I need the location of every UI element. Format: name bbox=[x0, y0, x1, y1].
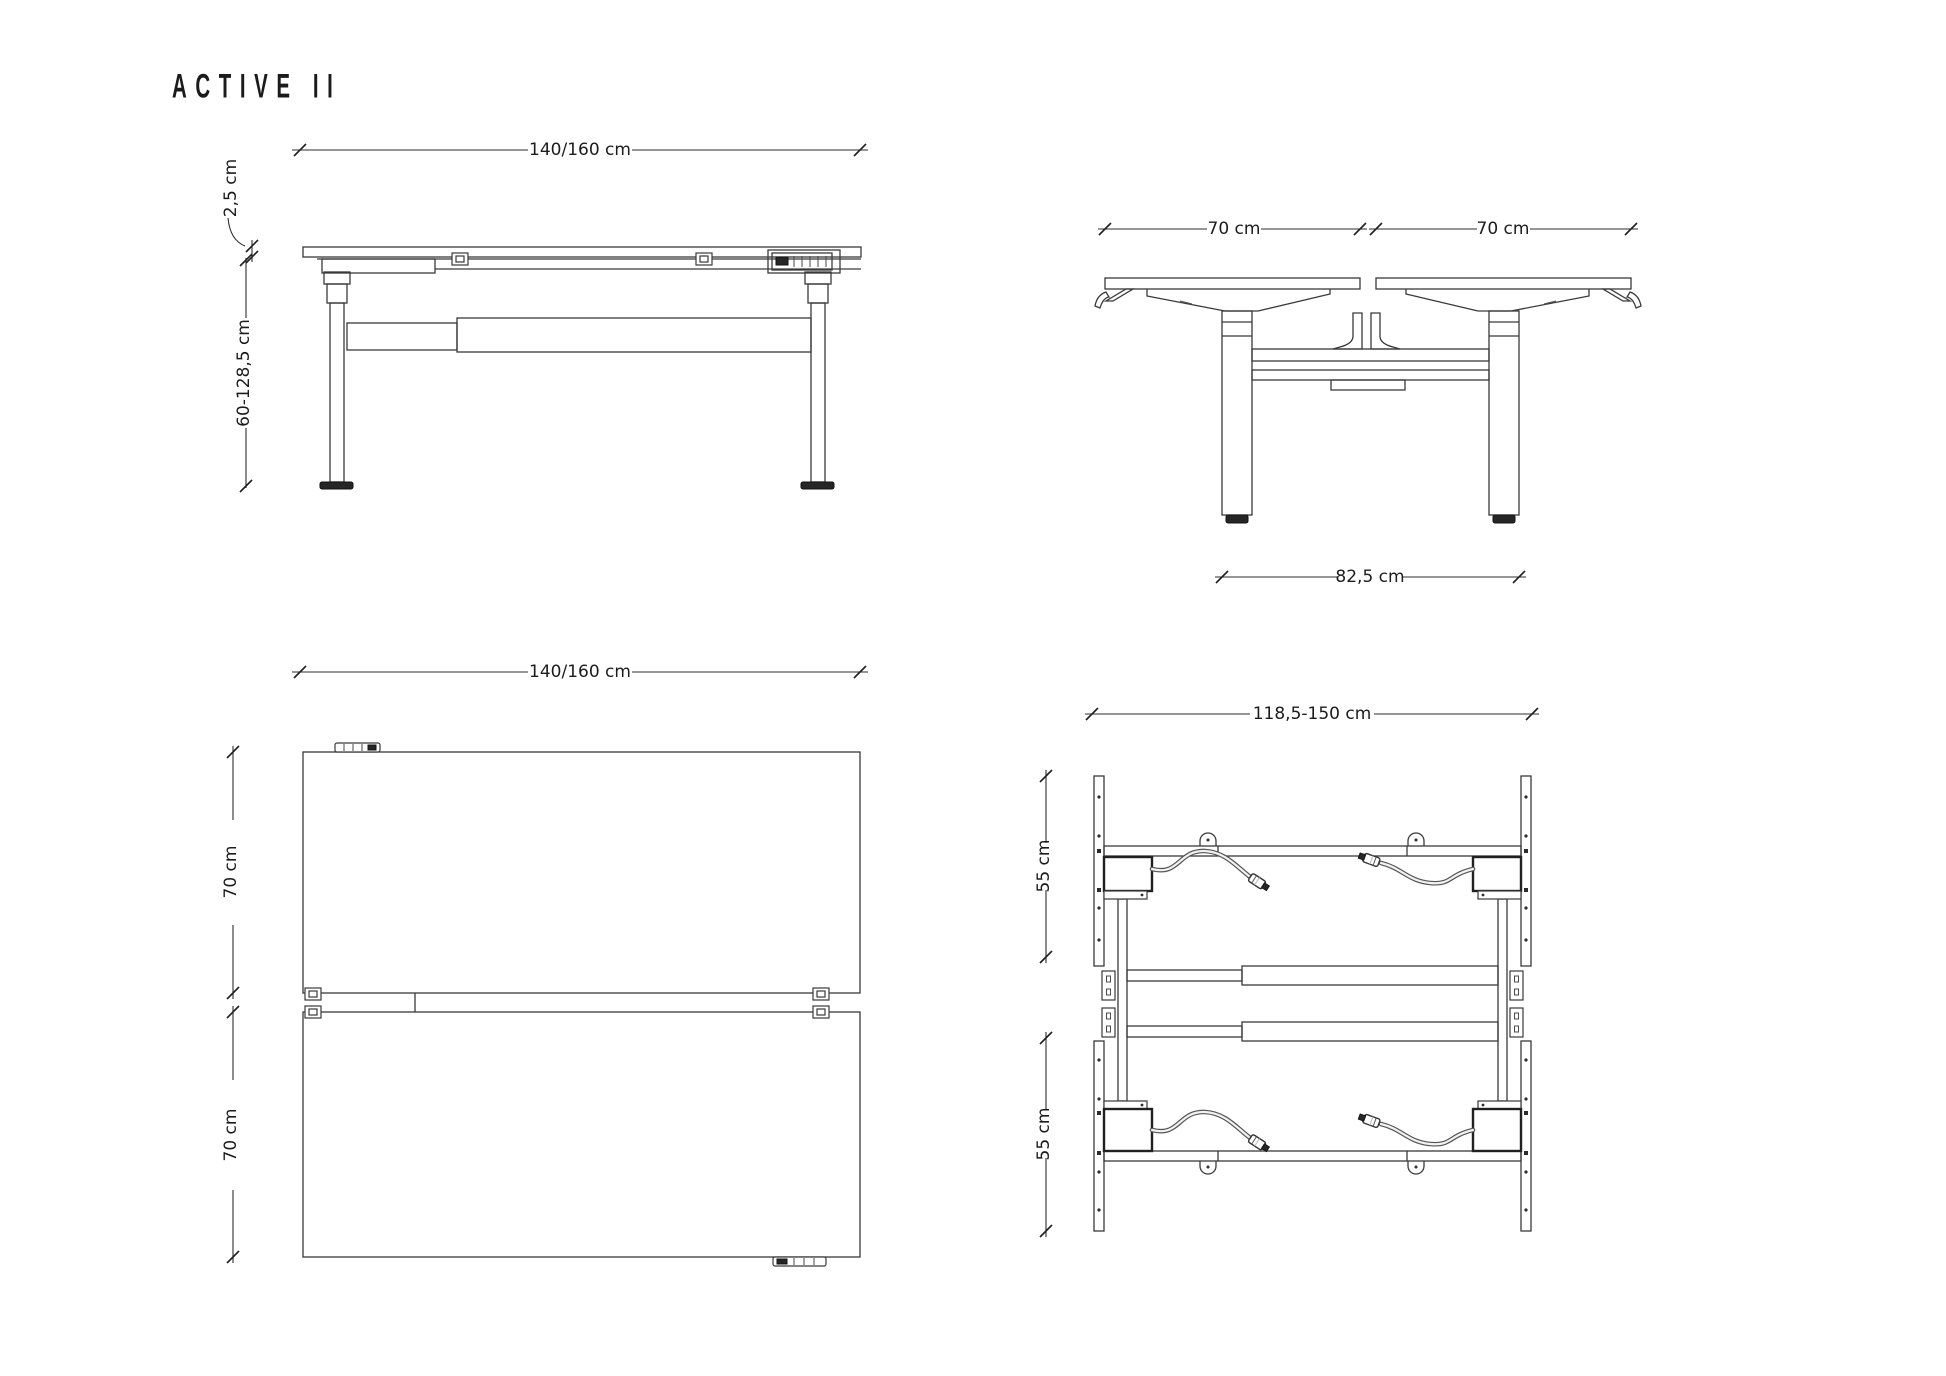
front-crossbeam bbox=[347, 318, 811, 352]
side-left-foot bbox=[1226, 515, 1248, 523]
product-title: ACTIVE II bbox=[172, 66, 342, 105]
side-right-edge-clip bbox=[1603, 289, 1641, 308]
underside-lower-right-cable bbox=[1358, 1112, 1473, 1144]
underside-left-column bbox=[1118, 899, 1127, 1101]
top-view bbox=[221, 662, 868, 1266]
side-under-beam-box bbox=[1331, 380, 1405, 390]
underside-left-batten bbox=[1094, 776, 1104, 1231]
side-view bbox=[1095, 219, 1641, 587]
underside-lower-right-motor bbox=[1473, 1101, 1521, 1151]
top-upper-depth-label: 70 cm bbox=[221, 845, 241, 899]
top-gap-clip bbox=[813, 988, 829, 1000]
side-crossbeam bbox=[1252, 349, 1489, 390]
top-upper-depth-dimension bbox=[221, 746, 241, 999]
underside-telescoping-beams bbox=[1127, 966, 1498, 1041]
underside-width-dimension bbox=[1085, 704, 1539, 724]
front-handset-control bbox=[768, 250, 840, 273]
top-lower-depth-label: 70 cm bbox=[221, 1108, 241, 1162]
top-gap-clip bbox=[305, 988, 321, 1000]
top-lower-depth-dimension bbox=[221, 1006, 241, 1263]
underside-width-label: 118,5-150 cm bbox=[1252, 704, 1372, 724]
side-right-leg bbox=[1489, 311, 1519, 523]
underside-upper-depth-label: 55 cm bbox=[1034, 839, 1054, 893]
front-height-label: 60-128,5 cm bbox=[234, 319, 254, 427]
front-view bbox=[221, 140, 868, 492]
front-thickness-label: 2,5 cm bbox=[221, 158, 241, 218]
front-right-foot bbox=[801, 482, 834, 489]
underside-bottom-rail bbox=[1104, 1151, 1521, 1174]
underside-top-rail bbox=[1104, 833, 1521, 856]
top-width-dimension bbox=[292, 662, 868, 682]
underside-lower-depth-dimension bbox=[1034, 1032, 1054, 1237]
front-width-label: 140/160 cm bbox=[529, 140, 631, 160]
front-frame-mount-plate bbox=[322, 259, 435, 273]
front-thickness-dimension bbox=[221, 159, 258, 263]
top-lower-desktop bbox=[303, 1012, 860, 1257]
top-upper-handset bbox=[335, 743, 380, 752]
front-tabletop bbox=[303, 247, 861, 257]
side-left-depth-label: 70 cm bbox=[1207, 219, 1261, 239]
side-right-foot bbox=[1493, 515, 1515, 523]
top-gap-clip bbox=[305, 1006, 321, 1018]
side-right-bracket bbox=[1406, 289, 1589, 311]
underside-view bbox=[1034, 704, 1539, 1237]
front-width-dimension bbox=[292, 140, 868, 160]
underside-right-column bbox=[1498, 899, 1507, 1101]
underside-lower-depth-label: 55 cm bbox=[1034, 1107, 1054, 1161]
top-gap-clip bbox=[813, 1006, 829, 1018]
underside-lower-left-motor bbox=[1104, 1101, 1152, 1151]
power-plug-icon bbox=[1358, 851, 1381, 867]
underside-upper-depth-dimension bbox=[1034, 770, 1054, 963]
underside-upper-left-motor bbox=[1104, 857, 1152, 899]
top-width-label: 140/160 cm bbox=[529, 662, 631, 682]
underside-upper-left-cable bbox=[1152, 851, 1270, 892]
power-plug-icon bbox=[1248, 873, 1271, 892]
side-left-leg bbox=[1222, 311, 1252, 523]
side-left-depth-dimension bbox=[1098, 219, 1367, 239]
handset-display bbox=[776, 257, 788, 265]
underside-right-slot-plate bbox=[1510, 1008, 1523, 1037]
front-height-dimension bbox=[234, 254, 254, 492]
underside-left-slot-plate bbox=[1102, 971, 1115, 1000]
power-plug-icon bbox=[1358, 1112, 1381, 1128]
underside-upper-right-motor bbox=[1473, 857, 1521, 899]
underside-right-slot-plate bbox=[1510, 971, 1523, 1000]
side-left-edge-clip bbox=[1095, 289, 1133, 308]
side-left-bracket bbox=[1147, 289, 1330, 311]
top-upper-desktop bbox=[303, 752, 860, 993]
side-base-label: 82,5 cm bbox=[1335, 567, 1405, 587]
underside-right-batten bbox=[1521, 776, 1531, 1231]
underside-left-slot-plate bbox=[1102, 1008, 1115, 1037]
side-left-tabletop bbox=[1105, 278, 1360, 289]
front-left-leg bbox=[320, 272, 353, 489]
side-right-depth-dimension bbox=[1369, 219, 1638, 239]
side-right-depth-label: 70 cm bbox=[1476, 219, 1530, 239]
front-right-leg bbox=[801, 272, 834, 489]
top-lower-handset bbox=[773, 1257, 826, 1266]
front-frame-clip bbox=[696, 253, 712, 265]
side-center-brackets bbox=[1333, 313, 1400, 349]
side-base-dimension bbox=[1215, 567, 1526, 587]
front-frame-clip bbox=[452, 253, 468, 265]
side-right-tabletop bbox=[1376, 278, 1631, 289]
front-left-foot bbox=[320, 482, 353, 489]
underside-lower-left-cable bbox=[1152, 1112, 1270, 1153]
power-plug-icon bbox=[1248, 1134, 1271, 1153]
